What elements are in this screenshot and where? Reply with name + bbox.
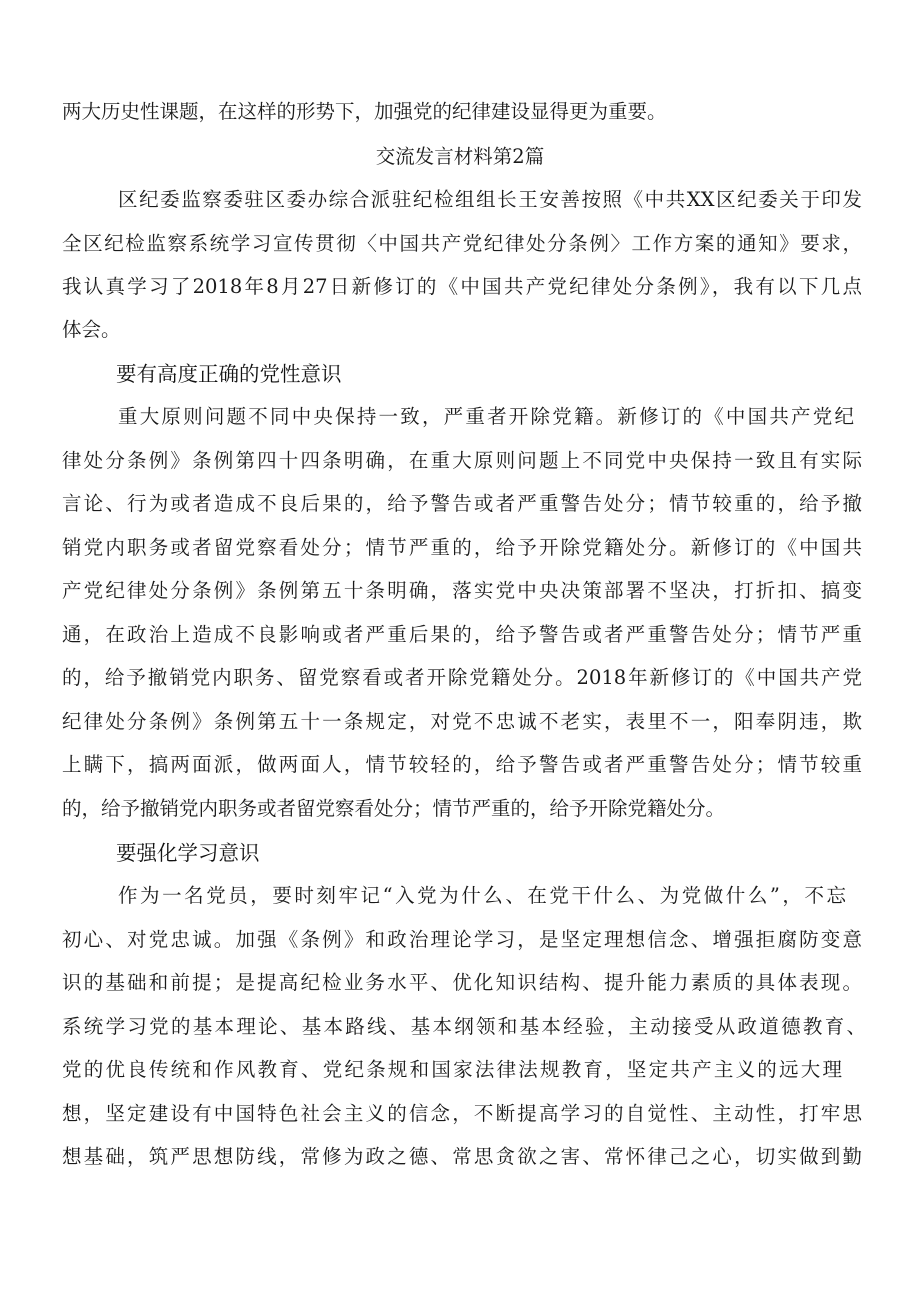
section-2-line: 初心、对党忠诚。加强《条例》和政治理论学习，是坚定理想信念、增强拒腐防变意 — [62, 928, 862, 951]
section-2-line: 系统学习党的基本理论、基本路线、基本纲领和基本经验，主动接受从政道德教育、 — [62, 1015, 866, 1038]
section-1-line: 销党内职务或者留党察看处分；情节严重的，给予开除党籍处分。新修订的《中国共 — [62, 536, 862, 559]
section-2-line: 想，坚定建设有中国特色社会主义的信念，不断提高学习的自觉性、主动性，打牢思 — [62, 1102, 862, 1125]
section-1-line: 的，给予撤销党内职务或者留党察看处分；情节严重的，给予开除党籍处分。 — [62, 797, 726, 820]
section-2-line: 想基础，筑严思想防线，常修为政之德、常思贪欲之害、常怀律己之心，切实做到勤 — [62, 1145, 862, 1168]
intro-tail-line: 两大历史性课题，在这样的形势下，加强党的纪律建设显得更为重要。 — [62, 100, 667, 123]
opening-line: 体会。 — [62, 318, 121, 341]
opening-line: 全区纪检监察系统学习宣传贯彻〈中国共产党纪律处分条例〉工作方案的通知》要求， — [62, 232, 862, 255]
heading-study-awareness: 要强化学习意识 — [116, 841, 260, 865]
section-1-line: 上瞒下，搞两面派，做两面人，情节较轻的，给予警告或者严重警告处分；情节较重 — [62, 753, 862, 776]
section-1-line: 重大原则问题不同中央保持一致，严重者开除党籍。新修订的《中国共产党纪 — [118, 405, 854, 428]
section-1-line: 纪律处分条例》条例第五十一条规定，对党不忠诚不老实，表里不一，阳奉阴违，欺 — [62, 710, 862, 733]
section-1-line: 通，在政治上造成不良影响或者严重后果的，给予警告或者严重警告处分；情节严重 — [62, 623, 862, 646]
section-1-line: 言论、行为或者造成不良后果的，给予警告或者严重警告处分；情节较重的，给予撤 — [62, 492, 862, 515]
opening-line: 我认真学习了2018年8月27日新修订的《中国共产党纪律处分条例》，我有以下几点 — [62, 275, 862, 298]
section-1-line: 律处分条例》条例第四十四条明确，在重大原则问题上不同党中央保持一致且有实际 — [62, 449, 862, 472]
opening-line: 区纪委监察委驻区委办综合派驻纪检组组长王安善按照《中共XX区纪委关于印发 — [118, 188, 862, 211]
section-1-line: 的，给予撤销党内职务、留党察看或者开除党籍处分。2018年新修订的《中国共产党 — [62, 666, 862, 689]
section-title: 交流发言材料第2篇 — [375, 145, 545, 168]
section-2-line: 作为一名党员，要时刻牢记“入党为什么、在党干什么、为党做什么”，不忘 — [118, 884, 846, 907]
heading-party-spirit: 要有高度正确的党性意识 — [116, 362, 342, 386]
section-1-line: 产党纪律处分条例》条例第五十条明确，落实党中央决策部署不坚决，打折扣、搞变 — [62, 579, 862, 602]
section-2-line: 识的基础和前提；是提高纪检业务水平、优化知识结构、提升能力素质的具体表现。 — [62, 971, 862, 994]
section-2-line: 党的优良传统和作风教育、党纪条规和国家法律法规教育，坚定共产主义的远大理 — [62, 1058, 842, 1081]
